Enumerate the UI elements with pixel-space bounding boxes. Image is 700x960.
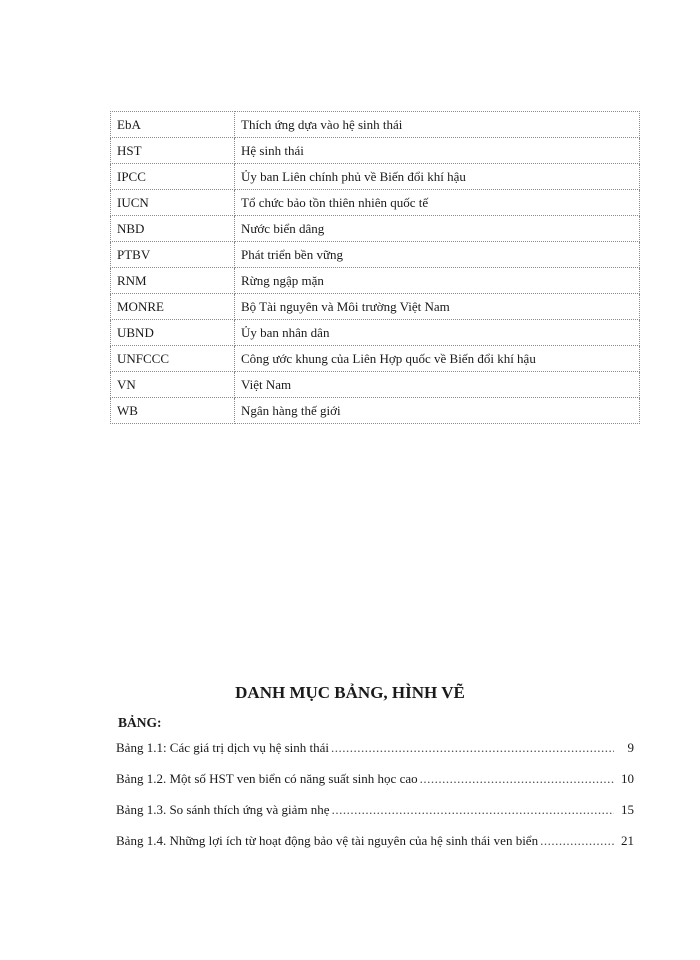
toc-page-number: 21 (621, 833, 634, 848)
abbreviation-cell: PTBV (111, 242, 235, 268)
meaning-cell: Phát triển bền vững (235, 242, 640, 268)
table-row (111, 346, 640, 372)
dot-leader (540, 831, 614, 851)
table-row (111, 294, 640, 320)
dot-leader (332, 800, 614, 820)
meaning-cell: Công ước khung của Liên Hợp quốc về Biến đổi khí hậu (235, 346, 640, 372)
table-row (111, 164, 640, 190)
toc-entry-title: Bảng 1.2. Một số HST ven biển có năng suất sinh học cao (116, 771, 418, 786)
meaning-cell: Hệ sinh thái (235, 138, 640, 164)
table-row (111, 216, 640, 242)
toc-entry[interactable] (116, 831, 634, 862)
meaning-cell: Thích ứng dựa vào hệ sinh thái (235, 112, 640, 138)
table-row (111, 320, 640, 346)
table-row (111, 112, 640, 138)
meaning-cell: Ủy ban Liên chính phủ về Biến đổi khí hậu (235, 164, 640, 190)
toc-page-number: 10 (621, 771, 634, 786)
abbreviation-cell: EbA (111, 112, 235, 138)
abbreviation-cell: NBD (111, 216, 235, 242)
table-row (111, 398, 640, 424)
toc-entry-title: Bảng 1.1: Các giá trị dịch vụ hệ sinh thái (116, 740, 330, 755)
abbreviation-cell: UBND (111, 320, 235, 346)
abbreviation-cell: IUCN (111, 190, 235, 216)
abbreviation-cell: UNFCCC (111, 346, 235, 372)
table-row (111, 242, 640, 268)
table-row (111, 268, 640, 294)
meaning-cell: Ủy ban nhân dân (235, 320, 640, 346)
abbreviation-cell: VN (111, 372, 235, 398)
toc-entry[interactable] (116, 769, 634, 800)
abbreviation-cell: IPCC (111, 164, 235, 190)
dot-leader (331, 738, 614, 758)
tables-subheading: BẢNG: (118, 715, 162, 730)
abbreviation-cell: RNM (111, 268, 235, 294)
abbreviation-cell: HST (111, 138, 235, 164)
meaning-cell: Nước biển dâng (235, 216, 640, 242)
dot-leader (420, 769, 614, 789)
toc-page-number: 15 (621, 802, 634, 817)
meaning-cell: Rừng ngập mặn (235, 268, 640, 294)
section-title: DANH MỤC BẢNG, HÌNH VẼ (235, 683, 465, 702)
toc-page-number: 9 (627, 740, 634, 755)
meaning-cell: Tổ chức bảo tồn thiên nhiên quốc tế (235, 190, 640, 216)
toc-entry[interactable] (116, 738, 634, 769)
abbreviation-cell: WB (111, 398, 235, 424)
toc-entry[interactable] (116, 800, 634, 831)
table-of-contents (116, 738, 634, 862)
meaning-cell: Ngân hàng thế giới (235, 398, 640, 424)
abbreviation-cell: MONRE (111, 294, 235, 320)
table-row (111, 190, 640, 216)
toc-entry-title: Bảng 1.4. Những lợi ích từ hoạt động bảo vệ tài nguyên của hệ sinh thái ven biển (116, 833, 539, 848)
table-row (111, 138, 640, 164)
meaning-cell: Việt Nam (235, 372, 640, 398)
table-row (111, 372, 640, 398)
abbreviation-table (110, 111, 640, 424)
toc-entry-title: Bảng 1.3. So sánh thích ứng và giảm nhẹ (116, 802, 330, 817)
meaning-cell: Bộ Tài nguyên và Môi trường Việt Nam (235, 294, 640, 320)
